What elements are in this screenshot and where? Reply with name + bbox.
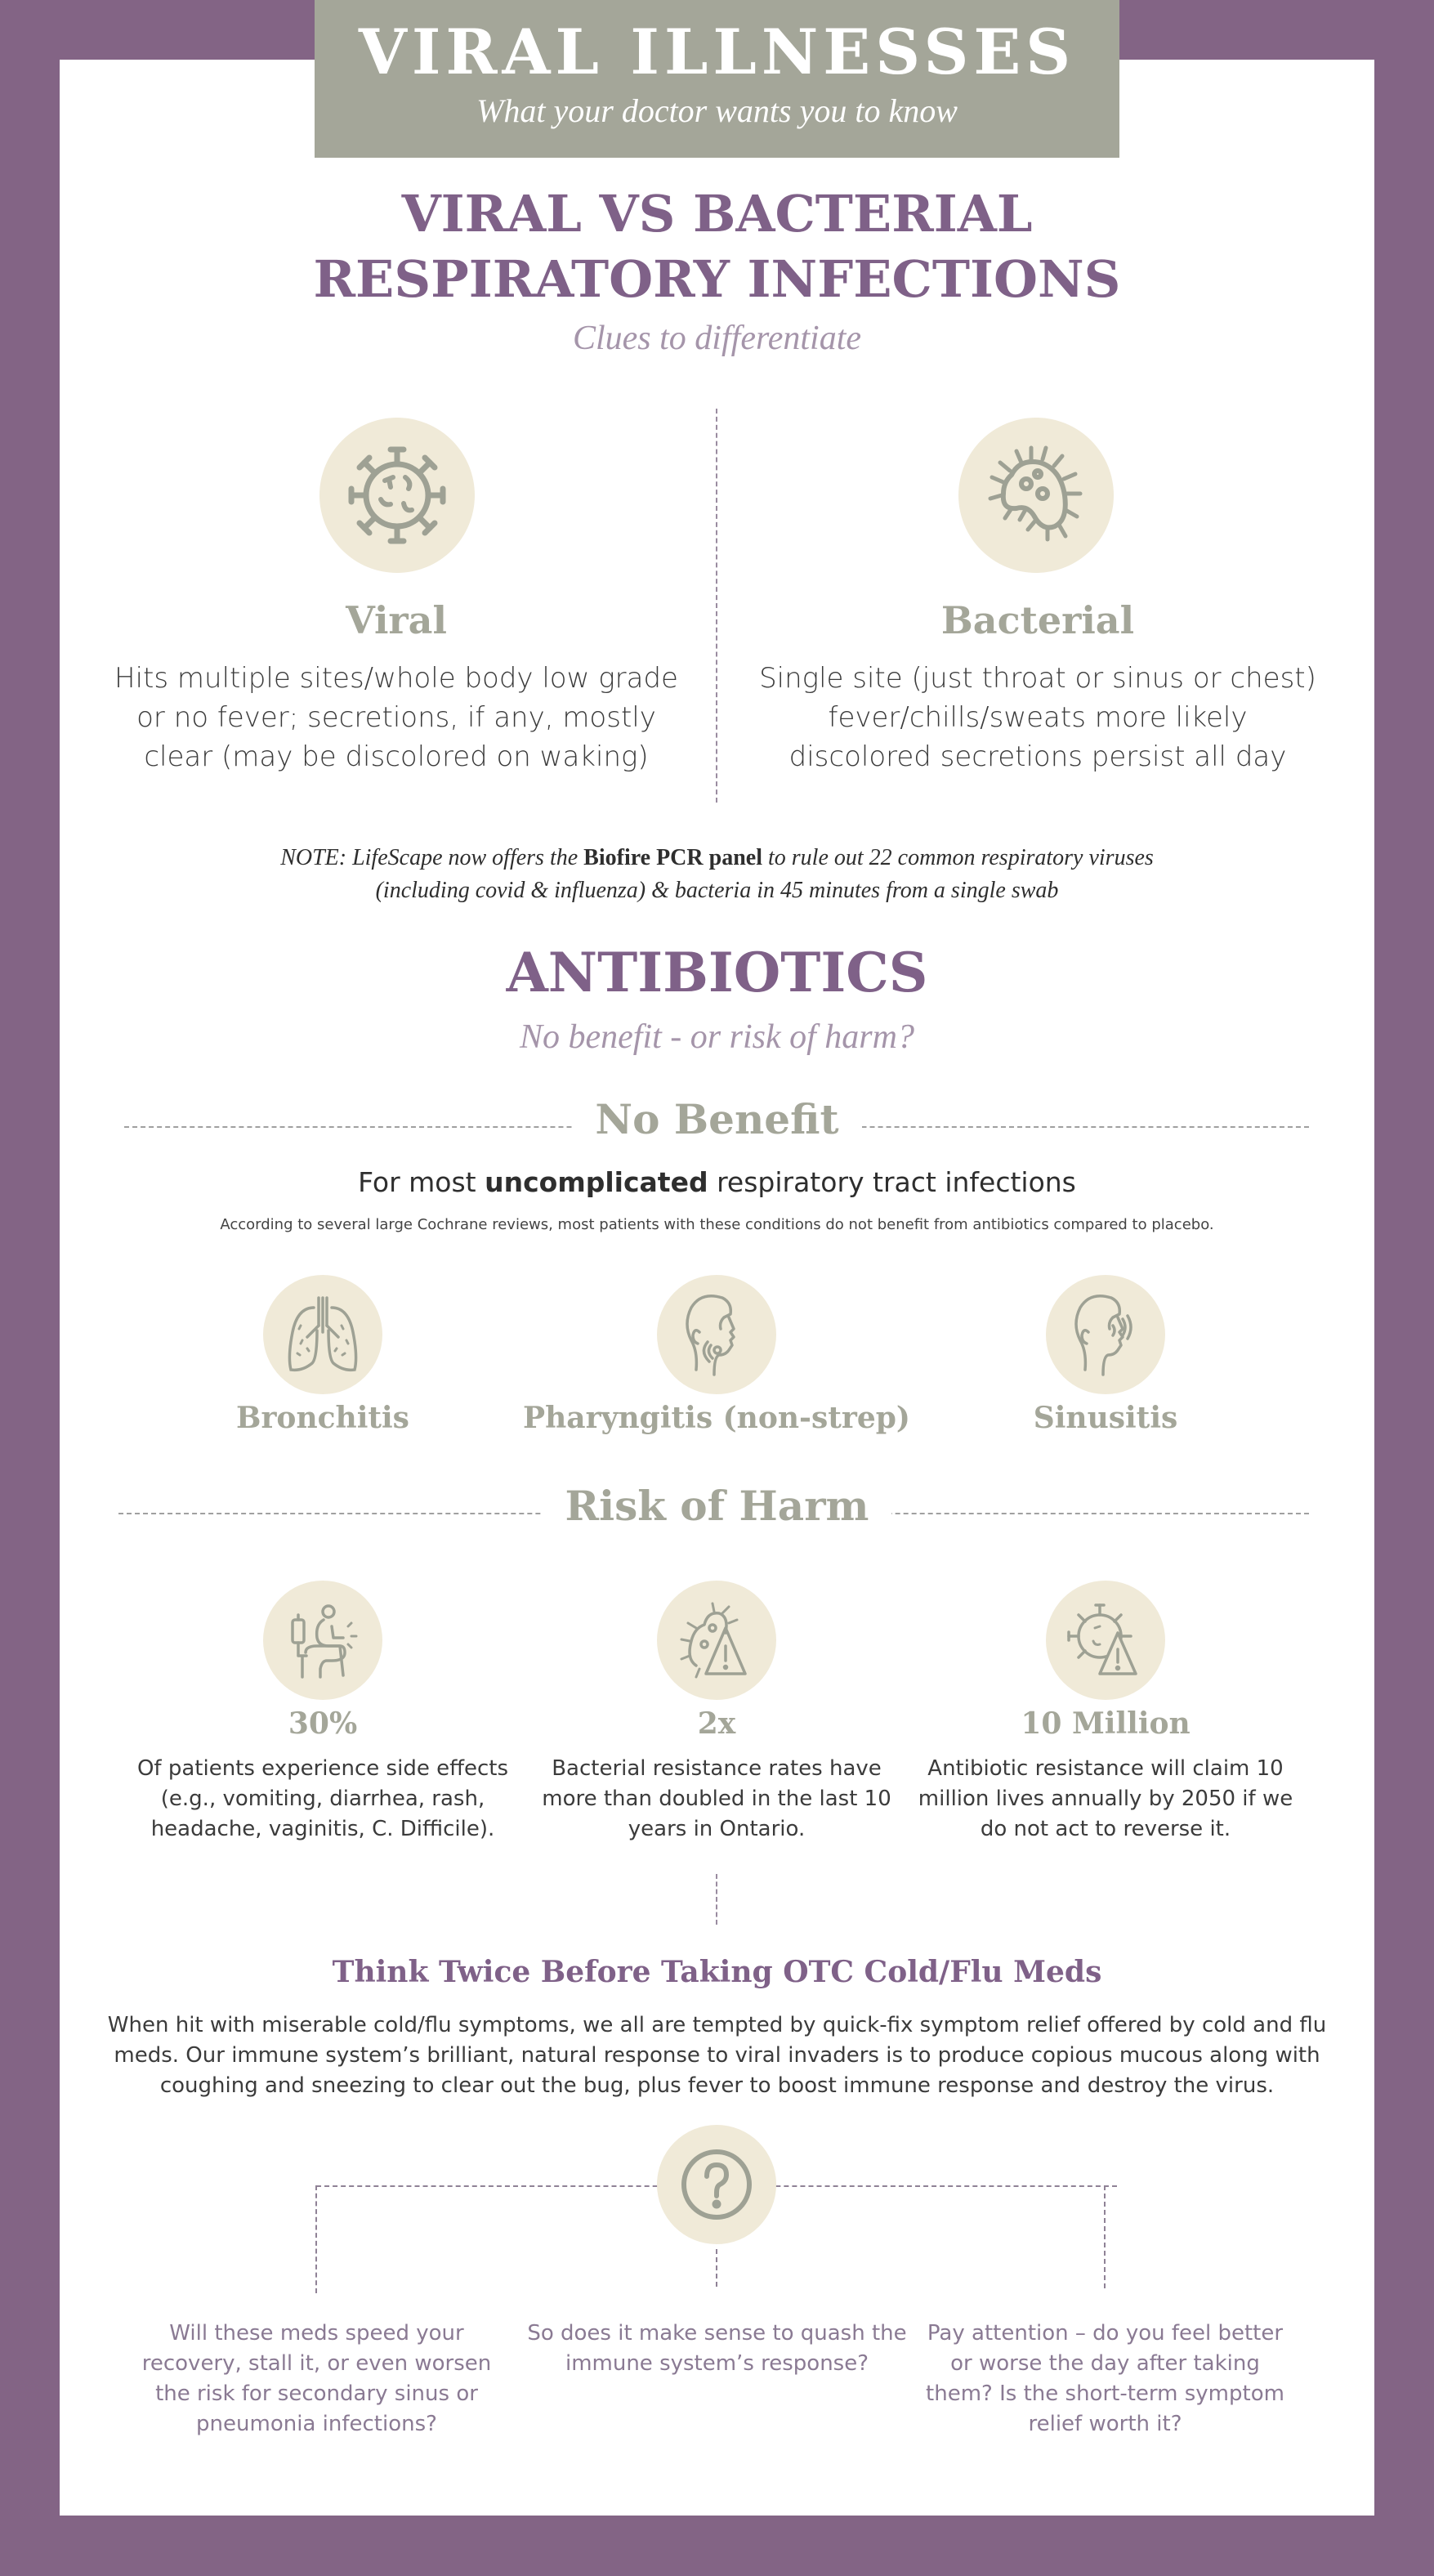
question-text [131, 2319, 503, 2440]
column-divider [716, 409, 717, 803]
side-effects-icon-circle [263, 1581, 382, 1700]
bacterial-line: Single site (just throat or sinus or chest) [759, 662, 1316, 695]
question-line: or worse the day after taking [950, 2351, 1260, 2376]
note-bold: Biofire PCR panel [583, 845, 762, 870]
note-line2: (including covid & influenza) & bacteria in 45 minutes from a single swab [375, 878, 1059, 903]
otc-title: Think Twice Before Taking OTC Cold/Flu Meds [332, 1955, 1102, 1989]
bronchitis-icon-circle [263, 1275, 382, 1394]
stat-description [914, 1754, 1298, 1845]
viral-description [98, 659, 695, 776]
condition-label: Sinusitis [1033, 1401, 1178, 1435]
risk-heading: Risk of Harm [543, 1482, 892, 1530]
question-line: recovery, stall it, or even worsen [141, 2351, 492, 2376]
bacterial-heading: Bacterial [940, 598, 1135, 642]
question-line: Will these meds speed your [169, 2321, 464, 2346]
antibiotics-subtitle: No benefit - or risk of harm? [520, 1018, 914, 1056]
question-line: them? Is the short-term symptom [926, 2381, 1284, 2406]
lead-suffix: respiratory tract infections [708, 1166, 1076, 1198]
stat-value: 10 Million [1021, 1706, 1191, 1741]
header-banner [315, 0, 1119, 158]
bacterial-line: fever/chills/sweats more likely [828, 701, 1248, 734]
bacteria-icon-circle [958, 418, 1114, 573]
resistance-icon-circle [657, 1581, 776, 1700]
question-branch-left [315, 2185, 317, 2293]
viral-line: clear (may be discolored on waking) [144, 740, 649, 773]
comparison-title-line1: VIRAL VS BACTERIAL [401, 184, 1033, 244]
pharyngitis-icon-circle [657, 1275, 776, 1394]
stat-line: more than doubled in the last 10 [542, 1787, 891, 1811]
stat-description [525, 1754, 909, 1845]
lives-icon-circle [1046, 1581, 1165, 1700]
question-line: immune system’s response? [565, 2351, 869, 2376]
stat-line: Of patients experience side effects [136, 1756, 509, 1781]
bacteria-icon [979, 438, 1093, 552]
stat-line: do not act to reverse it. [980, 1817, 1231, 1841]
question-branch-right [1104, 2185, 1106, 2288]
condition-label: Bronchitis [236, 1401, 409, 1435]
viral-line: or no fever; secretions, if any, mostly [136, 701, 656, 734]
stat-description [131, 1754, 515, 1845]
viral-heading: Viral [346, 598, 447, 642]
otc-line: meds. Our immune system’s brilliant, natural response to viral invaders is to produce copious mucous along with [114, 2043, 1320, 2068]
no-benefit-lead [0, 1166, 1434, 1198]
otc-body [0, 2010, 1434, 2101]
stat-value: 2x [697, 1706, 736, 1741]
virus-icon-circle [319, 418, 475, 573]
page-subtitle: What your doctor wants you to know [476, 92, 958, 129]
question-branch-center [716, 2249, 717, 2287]
sinusitis-icon-circle [1046, 1275, 1165, 1394]
section-connector [716, 1874, 717, 1925]
cochrane-fine-print: According to several large Cochrane reviews, most patients with these conditions do not benefit from antibiotics compared to placebo. [220, 1216, 1214, 1233]
viral-line: Hits multiple sites/whole body low grade [114, 662, 678, 695]
question-line: the risk for secondary sinus or [155, 2381, 478, 2406]
bacterial-line: discolored secretions persist all day [788, 740, 1287, 773]
stat-line: (e.g., vomiting, diarrhea, rash, [160, 1787, 485, 1811]
virus-warning-icon [1061, 1595, 1150, 1685]
lungs-icon [278, 1290, 368, 1380]
page-title: VIRAL ILLNESSES [358, 16, 1076, 88]
bacterial-description [739, 659, 1336, 776]
question-icon-circle [657, 2125, 776, 2244]
question-line: Pay attention – do you feel better [927, 2321, 1284, 2346]
virus-icon [340, 438, 454, 552]
lead-bold: uncomplicated [485, 1166, 708, 1198]
stat-line: headache, vaginitis, C. Difficile). [150, 1817, 495, 1841]
risk-heading-wrap [0, 1482, 1434, 1530]
condition-label: Pharyngitis (non-strep) [523, 1401, 910, 1435]
comparison-subtitle: Clues to differentiate [572, 320, 862, 357]
question-text [523, 2319, 911, 2379]
comparison-title [0, 181, 1434, 312]
stat-line: million lives annually by 2050 if we [918, 1787, 1293, 1811]
stat-line: years in Ontario. [628, 1817, 806, 1841]
question-text [919, 2319, 1291, 2440]
no-benefit-heading-wrap [0, 1095, 1434, 1143]
note-line1 [0, 842, 1434, 874]
stat-line: Antibiotic resistance will claim 10 [927, 1756, 1284, 1781]
toilet-sick-person-icon [278, 1595, 368, 1685]
stat-line: Bacterial resistance rates have [552, 1756, 882, 1781]
otc-line: coughing and sneezing to clear out the bug, plus fever to boost immune response and destroy the virus. [159, 2073, 1275, 2098]
stat-value: 30% [288, 1706, 358, 1741]
antibiotics-title: ANTIBIOTICS [506, 941, 928, 1004]
note-prefix: NOTE: LifeScape now offers the [280, 845, 584, 870]
throat-head-icon [672, 1290, 762, 1380]
bacteria-warning-icon [672, 1595, 762, 1685]
question-line: So does it make sense to quash the [527, 2321, 907, 2346]
question-line: pneumonia infections? [196, 2412, 437, 2436]
no-benefit-heading: No Benefit [572, 1095, 861, 1143]
question-mark-icon [677, 2145, 756, 2224]
note-suffix: to rule out 22 common respiratory viruses [762, 845, 1154, 870]
lead-prefix: For most [358, 1166, 485, 1198]
biofire-note [0, 842, 1434, 907]
sinus-head-icon [1061, 1290, 1150, 1380]
comparison-title-line2: RESPIRATORY INFECTIONS [313, 249, 1121, 309]
question-line: relief worth it? [1028, 2412, 1182, 2436]
otc-line: When hit with miserable cold/flu symptoms, we all are tempted by quick-fix symptom relief offered by cold and flu [107, 2013, 1327, 2037]
